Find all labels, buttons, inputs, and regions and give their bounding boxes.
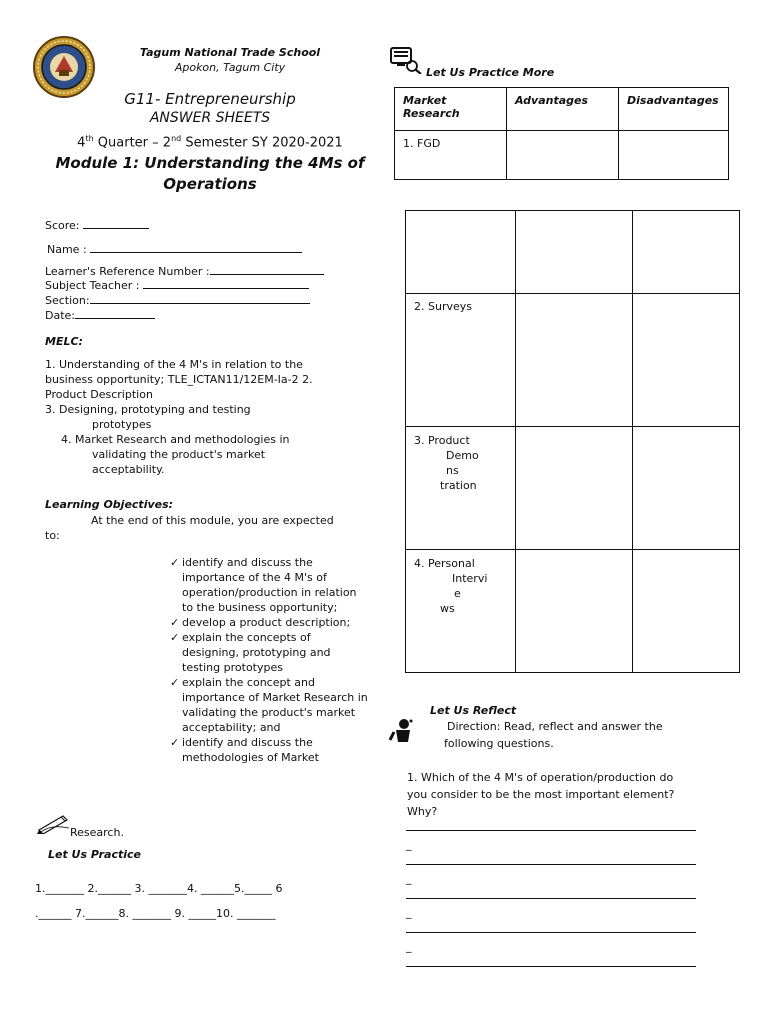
answer-cell[interactable] (619, 131, 729, 180)
objective-item: ✓ explain the concepts of designing, prototyping and testing prototypes (170, 631, 331, 674)
practice-answers-row2[interactable]: .______ 7.______8. _______ 9. _____10. _______ (35, 907, 276, 920)
lo-heading: Learning Objectives: (45, 498, 174, 511)
col-disadvantages: Disadvantages (619, 88, 729, 131)
answer-cell[interactable] (633, 211, 740, 294)
row-personal-interviews: 4. Personal Intervi e ws (406, 550, 516, 673)
course-title: G11- Entrepreneurship (124, 90, 296, 108)
module-title-line2: Operations (163, 175, 257, 194)
research-tail: Research. (70, 826, 124, 839)
answer-cell[interactable] (516, 294, 633, 427)
answer-line[interactable] (406, 830, 696, 831)
school-header (100, 46, 360, 74)
objective-item: ✓ develop a product description; (170, 616, 351, 629)
thinking-person-icon (388, 718, 416, 748)
row-surveys: 2. Surveys (406, 294, 516, 427)
blank-cell (406, 211, 516, 294)
melc-line: validating the product's market (92, 448, 266, 461)
school-address: Apokon, Tagum City (174, 61, 286, 74)
table-row (406, 550, 740, 673)
answer-dash: _ (406, 872, 412, 885)
section-field[interactable]: Section: (45, 291, 310, 307)
answer-cell[interactable] (633, 294, 740, 427)
lo-intro-cont: to: (45, 529, 60, 542)
subject-teacher-field[interactable]: Subject Teacher : (45, 276, 309, 292)
let-us-practice-heading: Let Us Practice (48, 848, 141, 861)
melc-heading: MELC: (45, 335, 83, 348)
answer-line[interactable] (406, 966, 696, 967)
answer-line[interactable] (406, 864, 696, 865)
table-row (406, 427, 740, 550)
melc-line: 3. Designing, prototyping and testing (45, 403, 251, 416)
answer-dash: _ (406, 906, 412, 919)
answer-cell[interactable] (507, 131, 619, 180)
pencil-icon (37, 812, 71, 838)
name-field[interactable]: Name : (47, 240, 302, 256)
check-icon: ✓ (170, 616, 180, 629)
computer-search-icon (389, 46, 423, 78)
answer-cell[interactable] (633, 427, 740, 550)
col-market-research: Market Research (395, 88, 507, 131)
lo-intro: At the end of this module, you are expected (91, 514, 334, 527)
practice-more-table-cont (405, 210, 740, 673)
row-product-demonstration: 3. Product Demo ns tration (406, 427, 516, 550)
lrn-field[interactable]: Learner's Reference Number : (45, 262, 324, 278)
table-row (395, 131, 729, 180)
table-row (406, 294, 740, 427)
objective-list (170, 555, 370, 765)
answer-line[interactable] (406, 932, 696, 933)
answer-line[interactable] (406, 898, 696, 899)
module-title-line1: Module 1: Understanding the 4Ms of (55, 154, 365, 173)
objective-item: ✓ explain the concept and importance of Market Research in validating the product's market acceptability; and (170, 676, 368, 734)
objective-item: ✓ identify and discuss the importance of the 4 M's of operation/production in relation to the business opportunity; (170, 556, 357, 614)
practice-answers-row1[interactable]: 1._______ 2.______ 3. _______4. ______5._____ 6 (35, 882, 283, 895)
date-field[interactable]: Date: (45, 306, 155, 322)
melc-line: acceptability. (92, 463, 165, 476)
answer-dash: _ (406, 940, 412, 953)
answer-cell[interactable] (516, 427, 633, 550)
melc-line: Product Description (45, 388, 153, 401)
melc-line: 1. Understanding of the 4 M's in relation to the (45, 358, 303, 371)
table-header-row (395, 88, 729, 131)
objective-item: ✓ identify and discuss the methodologies of Market (170, 736, 319, 764)
learning-objectives (45, 497, 375, 543)
reflect-direction-cont: following questions. (444, 737, 554, 750)
row-fgd: 1. FGD (395, 131, 507, 180)
melc-line: prototypes (92, 418, 152, 431)
check-icon: ✓ (170, 631, 180, 644)
school-seal-icon (33, 36, 95, 98)
reflect-direction: Direction: Read, reflect and answer the (447, 720, 663, 733)
reflect-heading: Let Us Reflect (430, 704, 517, 717)
answer-cell[interactable] (516, 211, 633, 294)
check-icon: ✓ (170, 676, 180, 689)
melc-line: business opportunity; TLE_ICTAN11/12EM-Ia-2 2. (45, 373, 313, 386)
practice-more-heading: Let Us Practice More (426, 66, 555, 79)
title-block (40, 90, 380, 193)
score-field[interactable]: Score: (45, 216, 149, 232)
answer-cell[interactable] (633, 550, 740, 673)
quarter-semester: 4th Quarter – 2nd Semester SY 2020-2021 (77, 134, 343, 151)
check-icon: ✓ (170, 736, 180, 749)
practice-more-table (394, 87, 729, 180)
melc-line: 4. Market Research and methodologies in (61, 433, 290, 446)
answer-cell[interactable] (516, 550, 633, 673)
table-row (406, 211, 740, 294)
melc-section (45, 334, 375, 477)
school-name: Tagum National Trade School (139, 46, 321, 59)
reflect-question-1: 1. Which of the 4 M's of operation/production do you consider to be the most important element? Why? (407, 771, 675, 818)
doc-type: ANSWER SHEETS (149, 110, 271, 126)
answer-dash: _ (406, 838, 412, 851)
check-icon: ✓ (170, 556, 180, 569)
col-advantages: Advantages (507, 88, 619, 131)
